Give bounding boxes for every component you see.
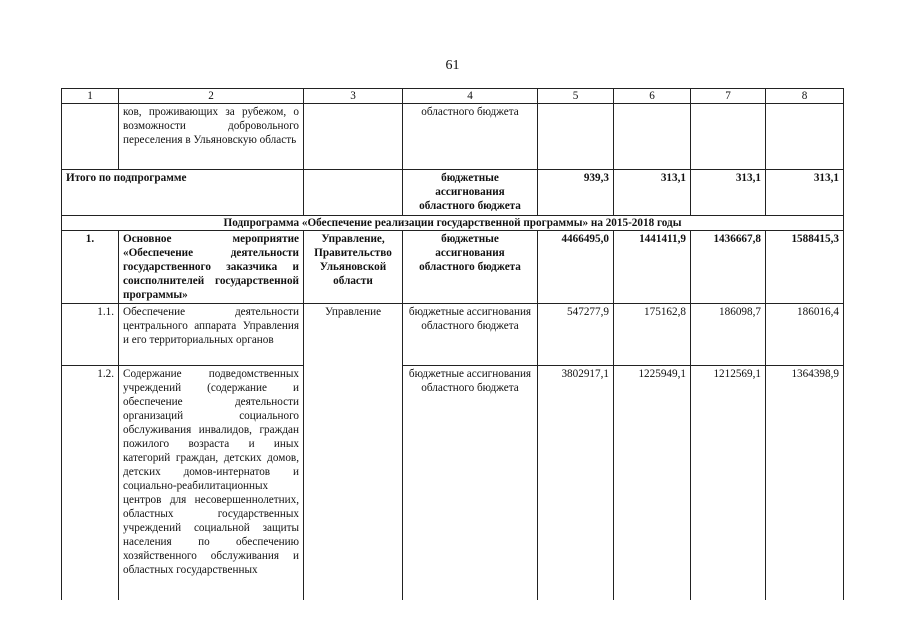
row-name: Основное мероприятие «Обеспечение деятельности государственного заказчика и соисполнителей государственной программы» [119,231,304,304]
table-row-1-1 [62,304,844,366]
budget-table [61,88,844,600]
row-name: Содержание подведомственных учреждений (содержание и обеспечение деятельности организаций социального обслуживания инвалидов, граждан пожилого возраста и иных категорий граждан, детских домов, детских домов-интернатов и социально-реабилитационных центров для несовершеннолетних, областных государственных учреждений социальной защиты населения по обеспечению хозяйственного обслуживания и областных государственных [119,366,304,601]
cell-name: ков, проживающих за рубежом, о возможности добровольного переселения в Ульяновскую область [119,104,304,170]
col-header-7: 7 [691,89,766,104]
row-v7: 186098,7 [691,304,766,366]
total-v8: 313,1 [766,170,844,216]
total-v7: 313,1 [691,170,766,216]
row-v6: 1225949,1 [614,366,691,601]
col-header-5: 5 [538,89,614,104]
row-source: бюджетные ассигнования областного бюджета [403,231,538,304]
row-v5: 4466495,0 [538,231,614,304]
table-row-1-2 [62,366,844,601]
table-row-total [62,170,844,216]
row-executor: Управление, Правительство Ульяновской области [304,231,403,304]
column-numbers-row [62,89,844,104]
page-number: 61 [445,58,460,73]
row-number: 1.1. [62,304,119,366]
table-row-subprogram [62,216,844,231]
cell-exec [304,104,403,170]
row-executor: Управление [304,304,403,366]
total-v6: 313,1 [614,170,691,216]
total-label: Итого по подпрограмме [62,170,304,216]
row-v8: 1364398,9 [766,366,844,601]
cell-num [62,104,119,170]
row-number: 1.2. [62,366,119,601]
table-viewport [61,88,844,600]
subprogram-title: Подпрограмма «Обеспечение реализации государственной программы» на 2015-2018 годы [62,216,844,231]
row-source: бюджетные ассигнования областного бюджета [403,366,538,601]
row-v5: 3802917,1 [538,366,614,601]
row-v5: 547277,9 [538,304,614,366]
table-row-continuation [62,104,844,170]
cell-source: областного бюджета [403,104,538,170]
row-name: Обеспечение деятельности центрального аппарата Управления и его территориальных органов [119,304,304,366]
row-v6: 175162,8 [614,304,691,366]
row-v8: 186016,4 [766,304,844,366]
row-v7: 1212569,1 [691,366,766,601]
row-executor [304,366,403,601]
row-v6: 1441411,9 [614,231,691,304]
total-source: бюджетные ассигнования областного бюджета [403,170,538,216]
row-v8: 1588415,3 [766,231,844,304]
row-v7: 1436667,8 [691,231,766,304]
row-source: бюджетные ассигнования областного бюджета [403,304,538,366]
col-header-8: 8 [766,89,844,104]
col-header-6: 6 [614,89,691,104]
row-number: 1. [62,231,119,304]
table-row-1 [62,231,844,304]
col-header-4: 4 [403,89,538,104]
total-v5: 939,3 [538,170,614,216]
col-header-2: 2 [119,89,304,104]
col-header-1: 1 [62,89,119,104]
col-header-3: 3 [304,89,403,104]
